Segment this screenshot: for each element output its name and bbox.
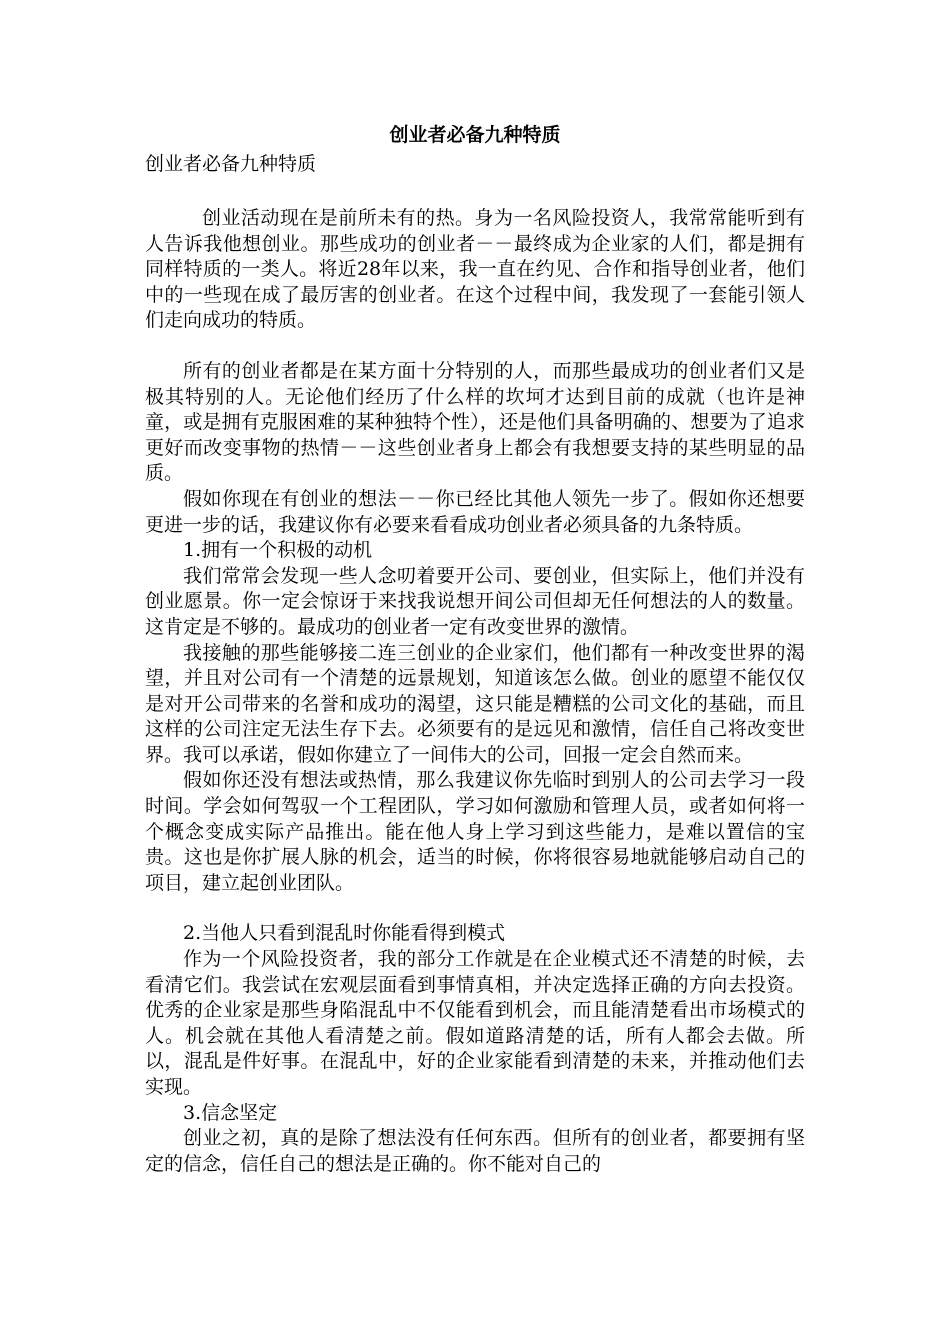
paragraph-section3: 创业之初，真的是除了想法没有任何东西。但所有的创业者，都要拥有坚定的信念，信任自己的想法是正确的。你不能对自己的 <box>145 1127 805 1175</box>
paragraph-section1-c: 假如你还没有想法或热情，那么我建议你先临时到别人的公司去学习一段时间。学会如何驾驭一个工程团队，学习如何激励和管理人员，或者如何将一个概念变成实际产品推出。能在他人身上学习到这些能力，是难以置信的宝贵。这也是你扩展人脉的机会，适当的时候，你将很容易地就能够启动自己的项目，建立起创业团队。 <box>145 769 805 894</box>
paragraph-qualities: 所有的创业者都是在某方面十分特别的人，而那些最成功的创业者们又是极其特别的人。无论他们经历了什么样的坎坷才达到目前的成就（也许是神童，或是拥有克服困难的某种独特个性），还是他们具备明确的、想要为了追求更好而改变事物的热情－－这些创业者身上都会有我想要支持的某些明显的品质。 <box>145 359 805 485</box>
section-heading-3: 3.信念坚定 <box>183 1101 278 1124</box>
paragraph-section2: 作为一个风险投资者，我的部分工作就是在企业模式还不清楚的时候，去看清它们。我尝试在宏观层面看到事情真相，并决定选择正确的方向去投资。优秀的企业家是那些身陷混乱中不仅能看到机会，而且能清楚看出市场模式的人。机会就在其他人看清楚之前。假如道路清楚的话，所有人都会去做。所以，混乱是件好事。在混乱中，好的企业家能看到清楚的未来，并推动他们去实现。 <box>145 948 805 1098</box>
section-heading-2: 2.当他人只看到混乱时你能看得到模式 <box>183 922 506 945</box>
document-page <box>145 120 805 1177</box>
paragraph-gap <box>145 334 805 359</box>
paragraph-gap <box>145 896 805 921</box>
section-heading-1: 1.拥有一个积极的动机 <box>183 539 373 562</box>
paragraph-section1-b: 我接触的那些能够接二连三创业的企业家们，他们都有一种改变世界的渴望，并且对公司有一个清楚的远景规划，知道该怎么做。创业的愿望不能仅仅是对开公司带来的名誉和成功的渴望，这只能是糟糕的公司文化的基础，而且这样的公司注定无法生存下去。必须要有的是远见和激情，信任自己将改变世界。我可以承诺，假如你建立了一间伟大的公司，回报一定会自然而来。 <box>145 641 805 766</box>
document-title: 创业者必备九种特质 <box>389 124 561 146</box>
paragraph-section1-a: 我们常常会发现一些人念叨着要开公司、要创业，但实际上，他们并没有创业愿景。你一定会惊讶于来找我说想开间公司但却无任何想法的人的数量。这肯定是不够的。最成功的创业者一定有改变世界的激情。 <box>145 564 805 638</box>
paragraph-intro: 创业活动现在是前所未有的热。身为一名风险投资人，我常常能听到有人告诉我他想创业。那些成功的创业者－－最终成为企业家的人们，都是拥有同样特质的一类人。将近28年以来，我一直在约见、合作和指导创业者，他们中的一些现在成了最厉害的创业者。在这个过程中间，我发现了一套能引领人们走向成功的特质。 <box>145 207 805 332</box>
paragraph-nine-traits: 假如你现在有创业的想法－－你已经比其他人领先一步了。假如你还想要更进一步的话，我建议你有必要来看看成功创业者必须具备的九条特质。 <box>145 487 805 536</box>
document-subtitle: 创业者必备九种特质 <box>145 153 317 175</box>
